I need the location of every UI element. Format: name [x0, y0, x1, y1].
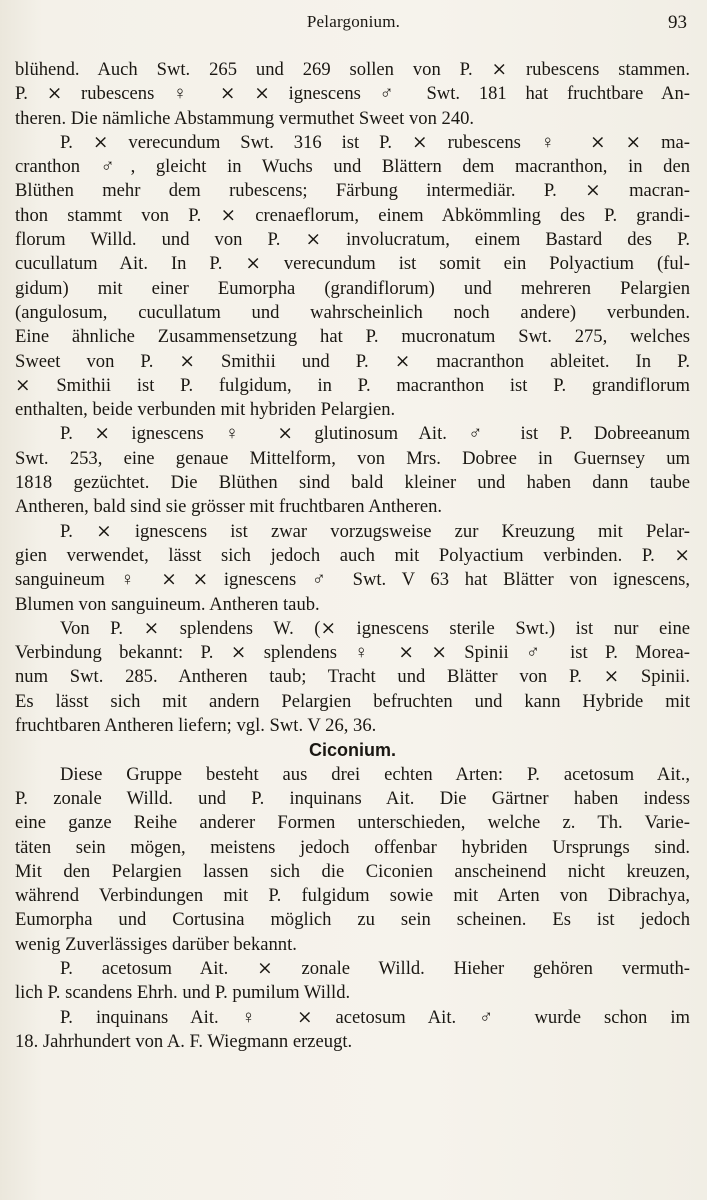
running-head	[0, 10, 707, 38]
text-line: ⨯ Smithii ist P. fulgidum, in P. macranthon ist P. grandiflorum	[15, 374, 690, 396]
text-line: Swt. 253, eine genaue Mittelform, von Mrs. Dobree in Guernsey um	[15, 447, 690, 469]
text-line: Verbindung bekannt: P. ⨯ splendens ♀ ⨯ ⨯ Spinii ♂ ist P. Morea-	[15, 642, 690, 664]
text-line: num Swt. 285. Antheren taub; Tracht und Blätter von P. ⨯ Spinii.	[15, 666, 690, 688]
text-line: theren. Die nämliche Abstammung vermuthet Sweet von 240.	[15, 107, 475, 129]
paragraph-2	[15, 131, 690, 423]
text-line: Antheren, bald sind sie grösser mit fruchtbaren Antheren.	[15, 496, 443, 518]
text-line: Von P. ⨯ splendens W. (⨯ ignescens sterile Swt.) ist nur eine	[60, 617, 690, 639]
text-line: P. ⨯ ignescens ♀ ⨯ glutinosum Ait. ♂ ist P. Dobreeanum	[60, 423, 690, 445]
text-line: Es lässt sich mit andern Pelargien befruchten und kann Hybride mit	[15, 690, 690, 712]
text-line: P. ⨯ rubescens ♀ ⨯ ⨯ ignescens ♂ Swt. 181 hat fruchtbare An-	[15, 83, 690, 105]
text-line: (angulosum, cucullatum und wahrscheinlich noch andere) verbunden.	[15, 301, 690, 323]
text-line: blühend. Auch Swt. 265 und 269 sollen von P. ⨯ rubescens stammen.	[15, 59, 690, 80]
text-line: gidum) mit einer Eumorpha (grandiflorum) und mehreren Pelargien	[15, 277, 690, 299]
text-line: täten sein mögen, meistens jedoch offenbar hybriden Ursprungs sind.	[15, 836, 690, 858]
running-title: Pelargonium.	[306, 12, 401, 31]
section-heading: Ciconium.	[308, 740, 396, 761]
text-line: Diese Gruppe besteht aus drei echten Arten: P. acetosum Ait.,	[60, 763, 690, 785]
text-line: wenig Zuverlässiges darüber bekannt.	[15, 933, 297, 955]
text-line: fruchtbaren Antheren liefern; vgl. Swt. V 26, 36.	[15, 715, 377, 737]
text-line: gien verwendet, lässt sich jedoch auch mit Polyactium verbinden. P. ⨯	[15, 544, 690, 566]
paragraph-1	[15, 58, 690, 131]
paragraph-5	[15, 617, 690, 738]
text-line: während Verbindungen mit P. fulgidum sowie mit Arten von Dibrachya,	[15, 885, 690, 907]
text-line: cranthon ♂, gleicht in Wuchs und Blättern dem macranthon, in den	[15, 156, 690, 178]
text-line: 1818 gezüchtet. Die Blüthen sind bald kleiner und haben dann taube	[15, 472, 690, 494]
paragraph-8	[15, 1006, 690, 1055]
text-line: P. ⨯ ignescens ist zwar vorzugsweise zur Kreuzung mit Pelar-	[60, 520, 690, 542]
paragraph-7	[15, 957, 690, 1006]
text-line: eine ganze Reihe anderer Formen unterschieden, welche z. Th. Varie-	[15, 812, 690, 834]
text-line: Eumorpha und Cortusina möglich zu sein scheinen. Es ist jedoch	[15, 909, 690, 931]
text-line: P. acetosum Ait. ⨯ zonale Willd. Hieher gehören vermuth-	[60, 957, 690, 979]
paragraph-4	[15, 520, 690, 617]
text-line: Blumen von sanguineum. Antheren taub.	[15, 593, 320, 615]
text-line: lich P. scandens Ehrh. und P. pumilum Willd.	[15, 982, 351, 1004]
text-line: cucullatum Ait. In P. ⨯ verecundum ist somit ein Polyactium (ful-	[15, 253, 690, 275]
text-line: sanguineum ♀ ⨯ ⨯ ignescens ♂ Swt. V 63 hat Blätter von ignescens,	[15, 569, 690, 591]
page-number: 93	[668, 12, 687, 33]
text-line: Blüthen mehr dem rubescens; Färbung intermediär. P. ⨯ macran-	[15, 180, 690, 202]
paragraph-3	[15, 422, 690, 519]
body-text	[15, 58, 690, 1054]
text-line: P. zonale Willd. und P. inquinans Ait. Die Gärtner haben indess	[15, 787, 690, 809]
text-line: thon stammt von P. ⨯ crenaeflorum, einem Abkömmling des P. grandi-	[15, 204, 690, 226]
text-line: florum Willd. und von P. ⨯ involucratum, einem Bastard des P.	[15, 229, 690, 251]
text-line: P. inquinans Ait. ♀ ⨯ acetosum Ait. ♂ wurde schon im	[60, 1006, 690, 1028]
text-line: Sweet von P. ⨯ Smithii und P. ⨯ macranthon ableitet. In P.	[15, 350, 690, 372]
text-line: Mit den Pelargien lassen sich die Ciconien anscheinend nicht kreuzen,	[15, 860, 690, 882]
text-line: 18. Jahrhundert von A. F. Wiegmann erzeugt.	[15, 1030, 353, 1052]
text-line: P. ⨯ verecundum Swt. 316 ist P. ⨯ rubescens ♀ ⨯ ⨯ ma-	[60, 131, 690, 153]
paragraph-6	[15, 763, 690, 957]
text-line: enthalten, beide verbunden mit hybriden Pelargien.	[15, 399, 396, 421]
text-line: Eine ähnliche Zusammensetzung hat P. mucronatum Swt. 275, welches	[15, 326, 690, 348]
